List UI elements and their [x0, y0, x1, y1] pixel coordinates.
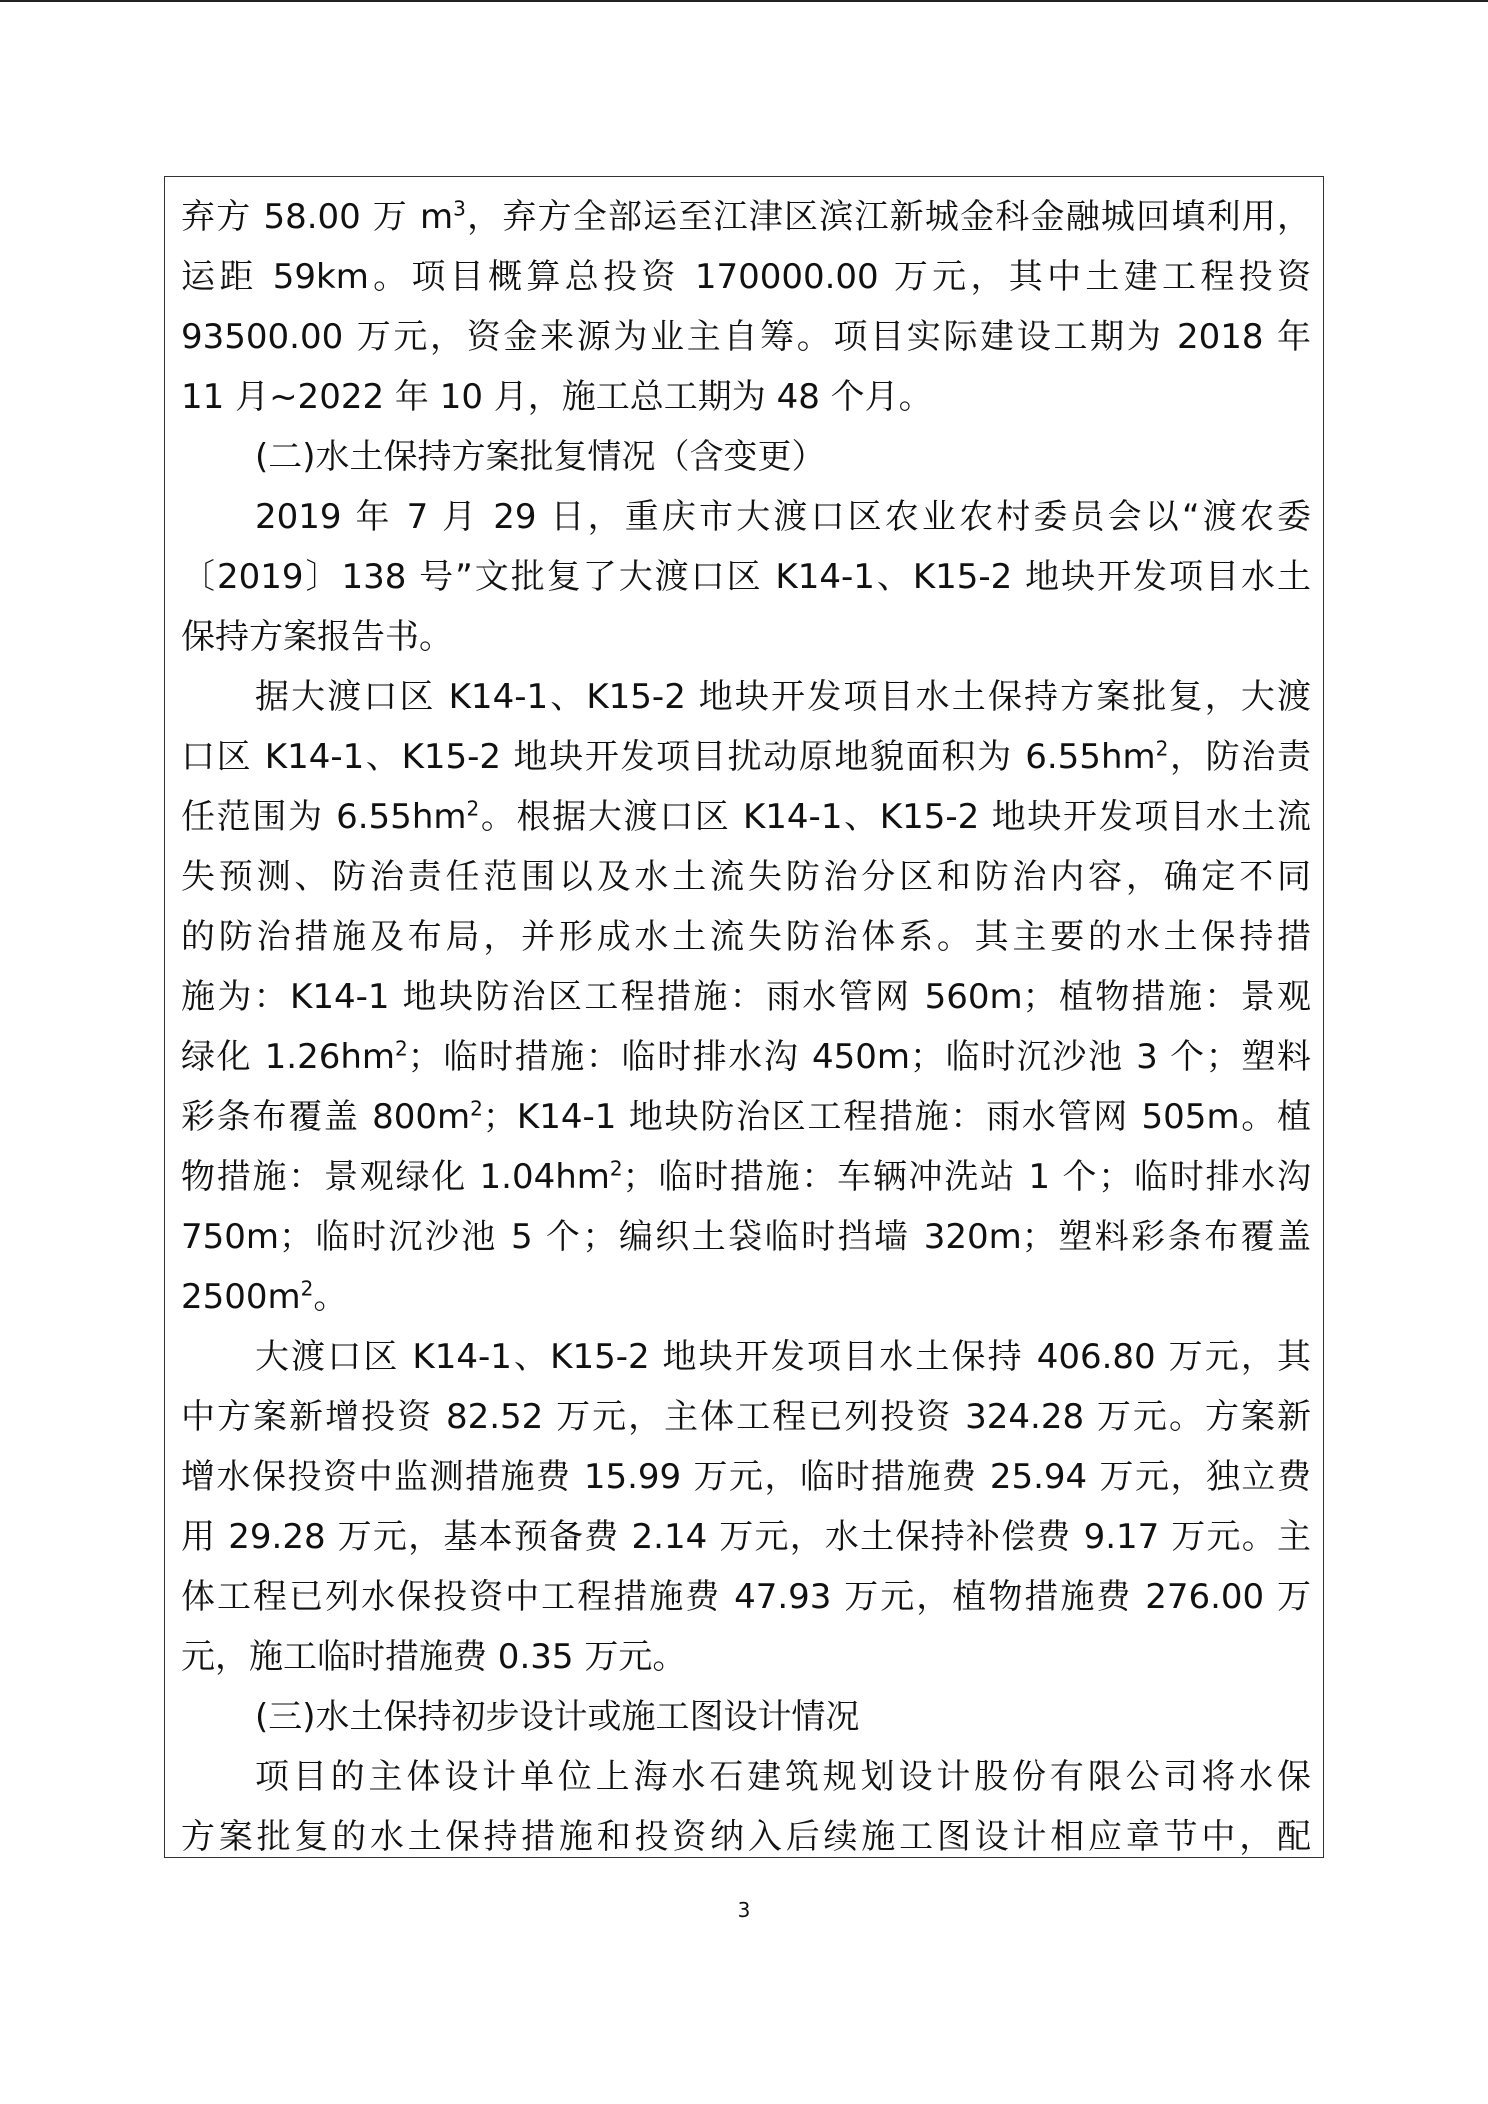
text-segment: 的防治措施及布局，并形成水土流失防治体系。其主要的水土保持措: [181, 917, 1311, 957]
superscript: 2: [300, 1276, 314, 1301]
text-segment: 93500.00 万元，资金来源为业主自筹。项目实际建设工期为 2018 年: [181, 317, 1311, 357]
text-segment: 增水保投资中监测措施费 15.99 万元，临时措施费 25.94 万元，独立费: [181, 1457, 1311, 1497]
text-segment: 项目的主体设计单位上海水石建筑规划设计股份有限公司将水保: [255, 1757, 1311, 1797]
text-line: [181, 1567, 1311, 1627]
text-line: [181, 367, 1311, 427]
text-line: [181, 907, 1311, 967]
text-segment: 元，施工临时措施费 0.35 万元。: [181, 1637, 687, 1677]
text-line: [181, 1507, 1311, 1567]
text-line: [181, 427, 1311, 487]
text-frame: [164, 176, 1324, 1858]
text-line: [181, 1327, 1311, 1387]
text-line: [181, 787, 1311, 847]
text-segment: 中方案新增投资 82.52 万元，主体工程已列投资 324.28 万元。方案新: [181, 1397, 1311, 1437]
superscript: 3: [453, 196, 466, 221]
text-segment: ；K14-1 地块防治区工程措施：雨水管网 505m。植: [482, 1097, 1312, 1137]
text-segment: 方案批复的水土保持措施和投资纳入后续施工图设计相应章节中，配: [181, 1817, 1311, 1857]
text-segment: 2500m: [181, 1277, 301, 1317]
text-line: [181, 1747, 1311, 1807]
text-segment: 11 月~2022 年 10 月，施工总工期为 48 个月。: [181, 377, 933, 417]
text-line: [181, 487, 1311, 547]
text-segment: 保持方案报告书。: [181, 617, 453, 657]
superscript: 2: [609, 1156, 623, 1181]
text-segment: 失预测、防治责任范围以及水土流失防治分区和防治内容，确定不同: [181, 857, 1311, 897]
text-line: [181, 727, 1311, 787]
superscript: 2: [466, 796, 480, 821]
text-segment: 大渡口区 K14-1、K15-2 地块开发项目水土保持 406.80 万元，其: [255, 1337, 1311, 1377]
text-line: [181, 1687, 1311, 1747]
text-segment: 2019 年 7 月 29 日，重庆市大渡口区农业农村委员会以“渡农委: [255, 497, 1311, 537]
superscript: 2: [395, 1036, 408, 1061]
text-segment: 物措施：景观绿化 1.04hm: [181, 1157, 610, 1197]
text-line: [181, 547, 1311, 607]
text-segment: 750m；临时沉沙池 5 个；编织土袋临时挡墙 320m；塑料彩条布覆盖: [181, 1217, 1311, 1257]
text-segment: (三)水土保持初步设计或施工图设计情况: [255, 1697, 860, 1737]
text-segment: 施为：K14-1 地块防治区工程措施：雨水管网 560m；植物措施：景观: [181, 977, 1311, 1017]
document-body: [181, 187, 1311, 1858]
superscript: 2: [470, 1096, 483, 1121]
text-segment: 。: [313, 1277, 348, 1317]
text-line: [181, 307, 1311, 367]
text-line: [181, 667, 1311, 727]
text-segment: 弃方 58.00 万 m: [181, 197, 454, 237]
page-number: 3: [737, 1898, 751, 1922]
text-line: [181, 1387, 1311, 1447]
text-line: [181, 1267, 1311, 1327]
text-segment: ；临时措施：车辆冲洗站 1 个；临时排水沟: [622, 1157, 1311, 1197]
text-line: [181, 247, 1311, 307]
text-line: [181, 1627, 1311, 1687]
text-line: [181, 1207, 1311, 1267]
text-segment: 〔2019〕138 号”文批复了大渡口区 K14-1、K15-2 地块开发项目水土: [181, 557, 1311, 597]
text-segment: 体工程已列水保投资中工程措施费 47.93 万元，植物措施费 276.00 万: [181, 1577, 1311, 1617]
text-segment: 绿化 1.26hm: [181, 1037, 396, 1077]
text-line: [181, 607, 1311, 667]
text-line: [181, 1027, 1311, 1087]
page-top-border: [0, 0, 1488, 2]
text-segment: ；临时措施：临时排水沟 450m；临时沉沙池 3 个；塑料: [407, 1037, 1311, 1077]
text-segment: 用 29.28 万元，基本预备费 2.14 万元，水土保持补偿费 9.17 万元。主: [181, 1517, 1311, 1557]
text-line: [181, 1087, 1311, 1147]
text-line: [181, 1447, 1311, 1507]
text-segment: 。根据大渡口区 K14-1、K15-2 地块开发项目水土流: [479, 797, 1311, 837]
text-segment: (二)水土保持方案批复情况（含变更）: [255, 437, 826, 477]
text-line: [181, 1147, 1311, 1207]
text-segment: 任范围为 6.55hm: [181, 797, 467, 837]
text-line: [181, 967, 1311, 1027]
text-segment: 运距 59km。项目概算总投资 170000.00 万元，其中土建工程投资: [181, 257, 1311, 297]
text-segment: 口区 K14-1、K15-2 地块开发项目扰动原地貌面积为 6.55hm: [181, 737, 1156, 777]
superscript: 2: [1155, 736, 1169, 761]
text-line: [181, 187, 1311, 247]
text-segment: 彩条布覆盖 800m: [181, 1097, 471, 1137]
text-line: [181, 1807, 1311, 1858]
text-segment: ，防治责: [1168, 737, 1312, 777]
text-segment: ，弃方全部运至江津区滨江新城金科金融城回填利用，: [465, 197, 1311, 237]
text-segment: 据大渡口区 K14-1、K15-2 地块开发项目水土保持方案批复，大渡: [255, 677, 1311, 717]
text-line: [181, 847, 1311, 907]
